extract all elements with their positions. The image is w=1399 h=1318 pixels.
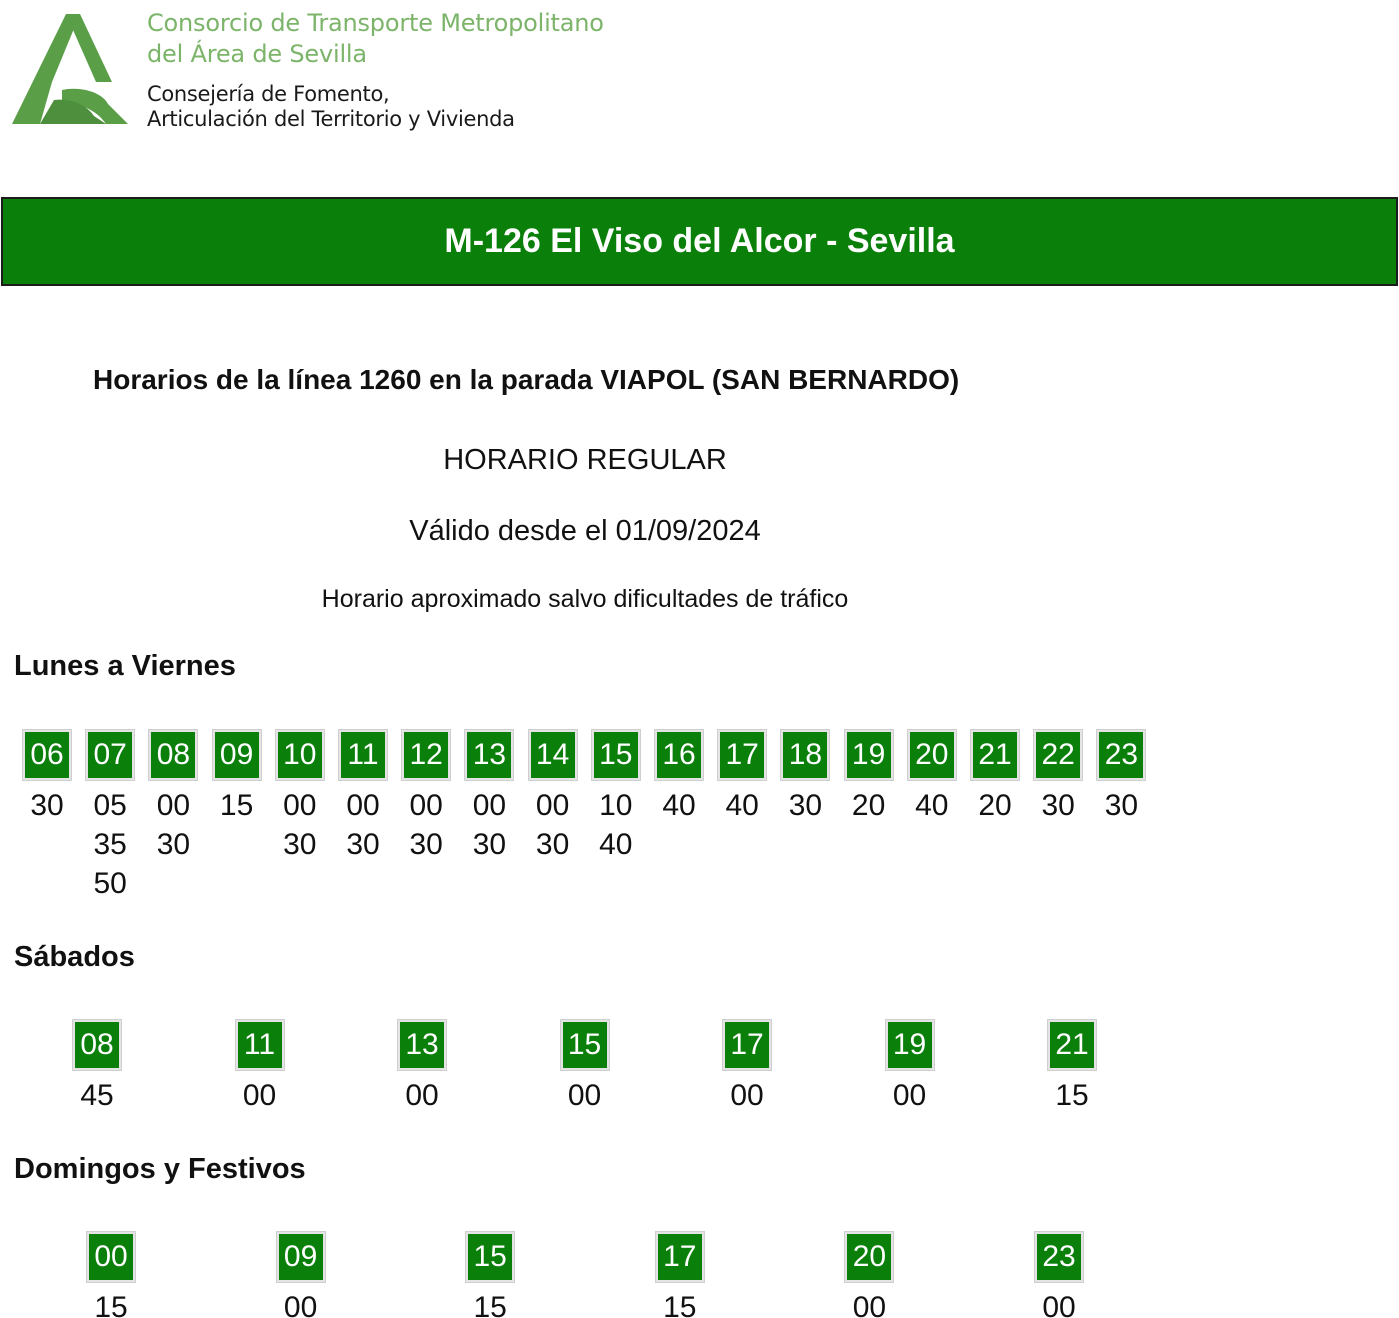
stop-heading: Horarios de la línea 1260 en la parada VIAPOL (SAN BERNARDO) xyxy=(93,364,960,395)
minute-value: 15 xyxy=(219,789,254,822)
minutes-list xyxy=(971,786,1019,825)
minute-value: 30 xyxy=(1104,789,1139,822)
hour-column xyxy=(908,730,956,825)
hour-box: 18 xyxy=(781,730,829,780)
minute-value: 00 xyxy=(892,1079,927,1112)
minutes-list xyxy=(277,1288,325,1318)
minutes-list xyxy=(723,1076,771,1115)
minute-value: 00 xyxy=(242,1079,277,1112)
route-title: M-126 El Viso del Alcor - Sevilla xyxy=(444,222,955,260)
minutes-list xyxy=(149,786,197,864)
minute-value: 30 xyxy=(409,828,443,861)
minute-value: 00 xyxy=(283,1291,318,1318)
hour-box: 20 xyxy=(908,730,956,780)
minute-value: 30 xyxy=(346,828,380,861)
hour-column xyxy=(402,730,450,864)
hour-column xyxy=(971,730,1019,825)
hour-column xyxy=(845,1232,893,1318)
hour-box: 19 xyxy=(845,730,893,780)
department-name-line2: Articulación del Territorio y Vivienda xyxy=(147,107,515,131)
minutes-list xyxy=(86,786,134,903)
junta-andalucia-logo xyxy=(10,12,132,126)
minute-value: 30 xyxy=(156,828,191,861)
minute-value: 15 xyxy=(663,1291,697,1318)
hour-column xyxy=(277,1232,325,1318)
hour-column xyxy=(339,730,387,864)
hour-box: 23 xyxy=(1035,1232,1083,1282)
minute-value: 05 xyxy=(93,789,127,822)
section-title-sundays-holidays: Domingos y Festivos xyxy=(14,1153,306,1185)
minutes-list xyxy=(276,786,324,864)
minute-value: 00 xyxy=(283,789,317,822)
hour-column xyxy=(213,730,261,825)
minute-value: 00 xyxy=(567,1079,602,1112)
hour-box: 12 xyxy=(402,730,450,780)
hour-column xyxy=(655,730,703,825)
hour-column xyxy=(886,1020,934,1115)
hour-column xyxy=(781,730,829,825)
minute-value: 15 xyxy=(1055,1079,1089,1112)
hour-box: 13 xyxy=(398,1020,446,1070)
hour-box: 07 xyxy=(86,730,134,780)
route-banner xyxy=(1,197,1398,286)
hour-box: 08 xyxy=(73,1020,121,1070)
hour-column xyxy=(1035,1232,1083,1318)
minutes-list xyxy=(465,786,513,864)
hour-box: 13 xyxy=(465,730,513,780)
hour-box: 06 xyxy=(23,730,71,780)
hour-box: 15 xyxy=(561,1020,609,1070)
hour-column xyxy=(529,730,577,864)
minutes-list xyxy=(339,786,387,864)
minute-value: 00 xyxy=(409,789,443,822)
hour-box: 08 xyxy=(149,730,197,780)
hour-column xyxy=(23,730,71,825)
minute-value: 30 xyxy=(283,828,317,861)
minute-value: 15 xyxy=(94,1291,128,1318)
consortium-name-line2: del Área de Sevilla xyxy=(147,40,367,68)
hour-column xyxy=(87,1232,135,1318)
hour-column xyxy=(1048,1020,1096,1115)
minute-value: 30 xyxy=(30,789,64,822)
hour-column xyxy=(1034,730,1082,825)
hour-column xyxy=(465,730,513,864)
hour-box: 10 xyxy=(276,730,324,780)
minute-value: 40 xyxy=(725,789,759,822)
hour-box: 17 xyxy=(718,730,766,780)
hour-box: 22 xyxy=(1034,730,1082,780)
minutes-list xyxy=(466,1288,514,1318)
schedule-type: HORARIO REGULAR xyxy=(443,444,727,476)
minute-value: 00 xyxy=(1042,1291,1076,1318)
minutes-list xyxy=(236,1076,284,1115)
hour-box: 16 xyxy=(655,730,703,780)
hour-column xyxy=(276,730,324,864)
minute-value: 15 xyxy=(473,1291,507,1318)
hour-column xyxy=(845,730,893,825)
traffic-note: Horario aproximado salvo dificultades de tráfico xyxy=(321,585,849,613)
hour-column xyxy=(236,1020,284,1115)
minute-value: 35 xyxy=(93,828,127,861)
minutes-list xyxy=(87,1288,135,1318)
hour-column xyxy=(398,1020,446,1115)
hour-box: 09 xyxy=(277,1232,325,1282)
hour-box: 11 xyxy=(339,730,387,780)
minutes-list xyxy=(908,786,956,825)
minutes-list xyxy=(845,786,893,825)
consortium-name xyxy=(147,8,604,70)
minutes-list xyxy=(1035,1288,1083,1318)
minute-value: 10 xyxy=(599,789,633,822)
minutes-list xyxy=(213,786,261,825)
minute-value: 00 xyxy=(472,789,507,822)
minute-value: 30 xyxy=(472,828,507,861)
hour-box: 21 xyxy=(971,730,1019,780)
minute-value: 30 xyxy=(535,828,570,861)
minutes-list xyxy=(23,786,71,825)
minute-value: 00 xyxy=(156,789,191,822)
hour-column xyxy=(592,730,640,864)
minutes-list xyxy=(655,786,703,825)
minutes-list xyxy=(402,786,450,864)
minutes-list xyxy=(781,786,829,825)
hour-box: 15 xyxy=(466,1232,514,1282)
minutes-list xyxy=(398,1076,446,1115)
minute-value: 30 xyxy=(788,789,823,822)
department-name-line1: Consejería de Fomento, xyxy=(147,82,390,106)
minutes-list xyxy=(845,1288,893,1318)
minutes-list xyxy=(561,1076,609,1115)
section-title-saturdays: Sábados xyxy=(14,941,135,973)
hour-box: 19 xyxy=(886,1020,934,1070)
valid-from: Válido desde el 01/09/2024 xyxy=(409,515,761,547)
minute-value: 30 xyxy=(1041,789,1075,822)
minute-value: 40 xyxy=(599,828,633,861)
hour-box: 21 xyxy=(1048,1020,1096,1070)
minute-value: 00 xyxy=(346,789,380,822)
minutes-list xyxy=(1097,786,1145,825)
minutes-list xyxy=(1048,1076,1096,1115)
hour-box: 00 xyxy=(87,1232,135,1282)
minutes-list xyxy=(73,1076,121,1115)
minutes-list xyxy=(656,1288,704,1318)
hour-column xyxy=(73,1020,121,1115)
hour-column xyxy=(718,730,766,825)
minute-value: 20 xyxy=(851,789,886,822)
minutes-list xyxy=(592,786,640,864)
hour-box: 15 xyxy=(592,730,640,780)
consortium-name-line1: Consorcio de Transporte Metropolitano xyxy=(147,9,604,37)
minute-value: 40 xyxy=(662,789,696,822)
minutes-list xyxy=(886,1076,934,1115)
minute-value: 50 xyxy=(93,867,127,900)
hour-column xyxy=(723,1020,771,1115)
minute-value: 45 xyxy=(80,1079,114,1112)
hour-box: 23 xyxy=(1097,730,1145,780)
hour-box: 09 xyxy=(213,730,261,780)
minute-value: 00 xyxy=(730,1079,764,1112)
hour-box: 14 xyxy=(529,730,577,780)
hour-column xyxy=(656,1232,704,1318)
hour-column xyxy=(149,730,197,864)
minute-value: 20 xyxy=(978,789,1012,822)
minutes-list xyxy=(529,786,577,864)
hour-column xyxy=(561,1020,609,1115)
hour-column xyxy=(1097,730,1145,825)
minutes-list xyxy=(718,786,766,825)
minute-value: 00 xyxy=(405,1079,439,1112)
hour-column xyxy=(86,730,134,903)
department-name xyxy=(147,82,515,132)
minutes-list xyxy=(1034,786,1082,825)
hour-box: 20 xyxy=(845,1232,893,1282)
hour-box: 17 xyxy=(656,1232,704,1282)
minute-value: 40 xyxy=(915,789,949,822)
section-title-weekdays: Lunes a Viernes xyxy=(14,650,236,682)
hour-box: 17 xyxy=(723,1020,771,1070)
minute-value: 00 xyxy=(852,1291,887,1318)
minute-value: 00 xyxy=(535,789,570,822)
hour-box: 11 xyxy=(236,1020,284,1070)
hour-column xyxy=(466,1232,514,1318)
